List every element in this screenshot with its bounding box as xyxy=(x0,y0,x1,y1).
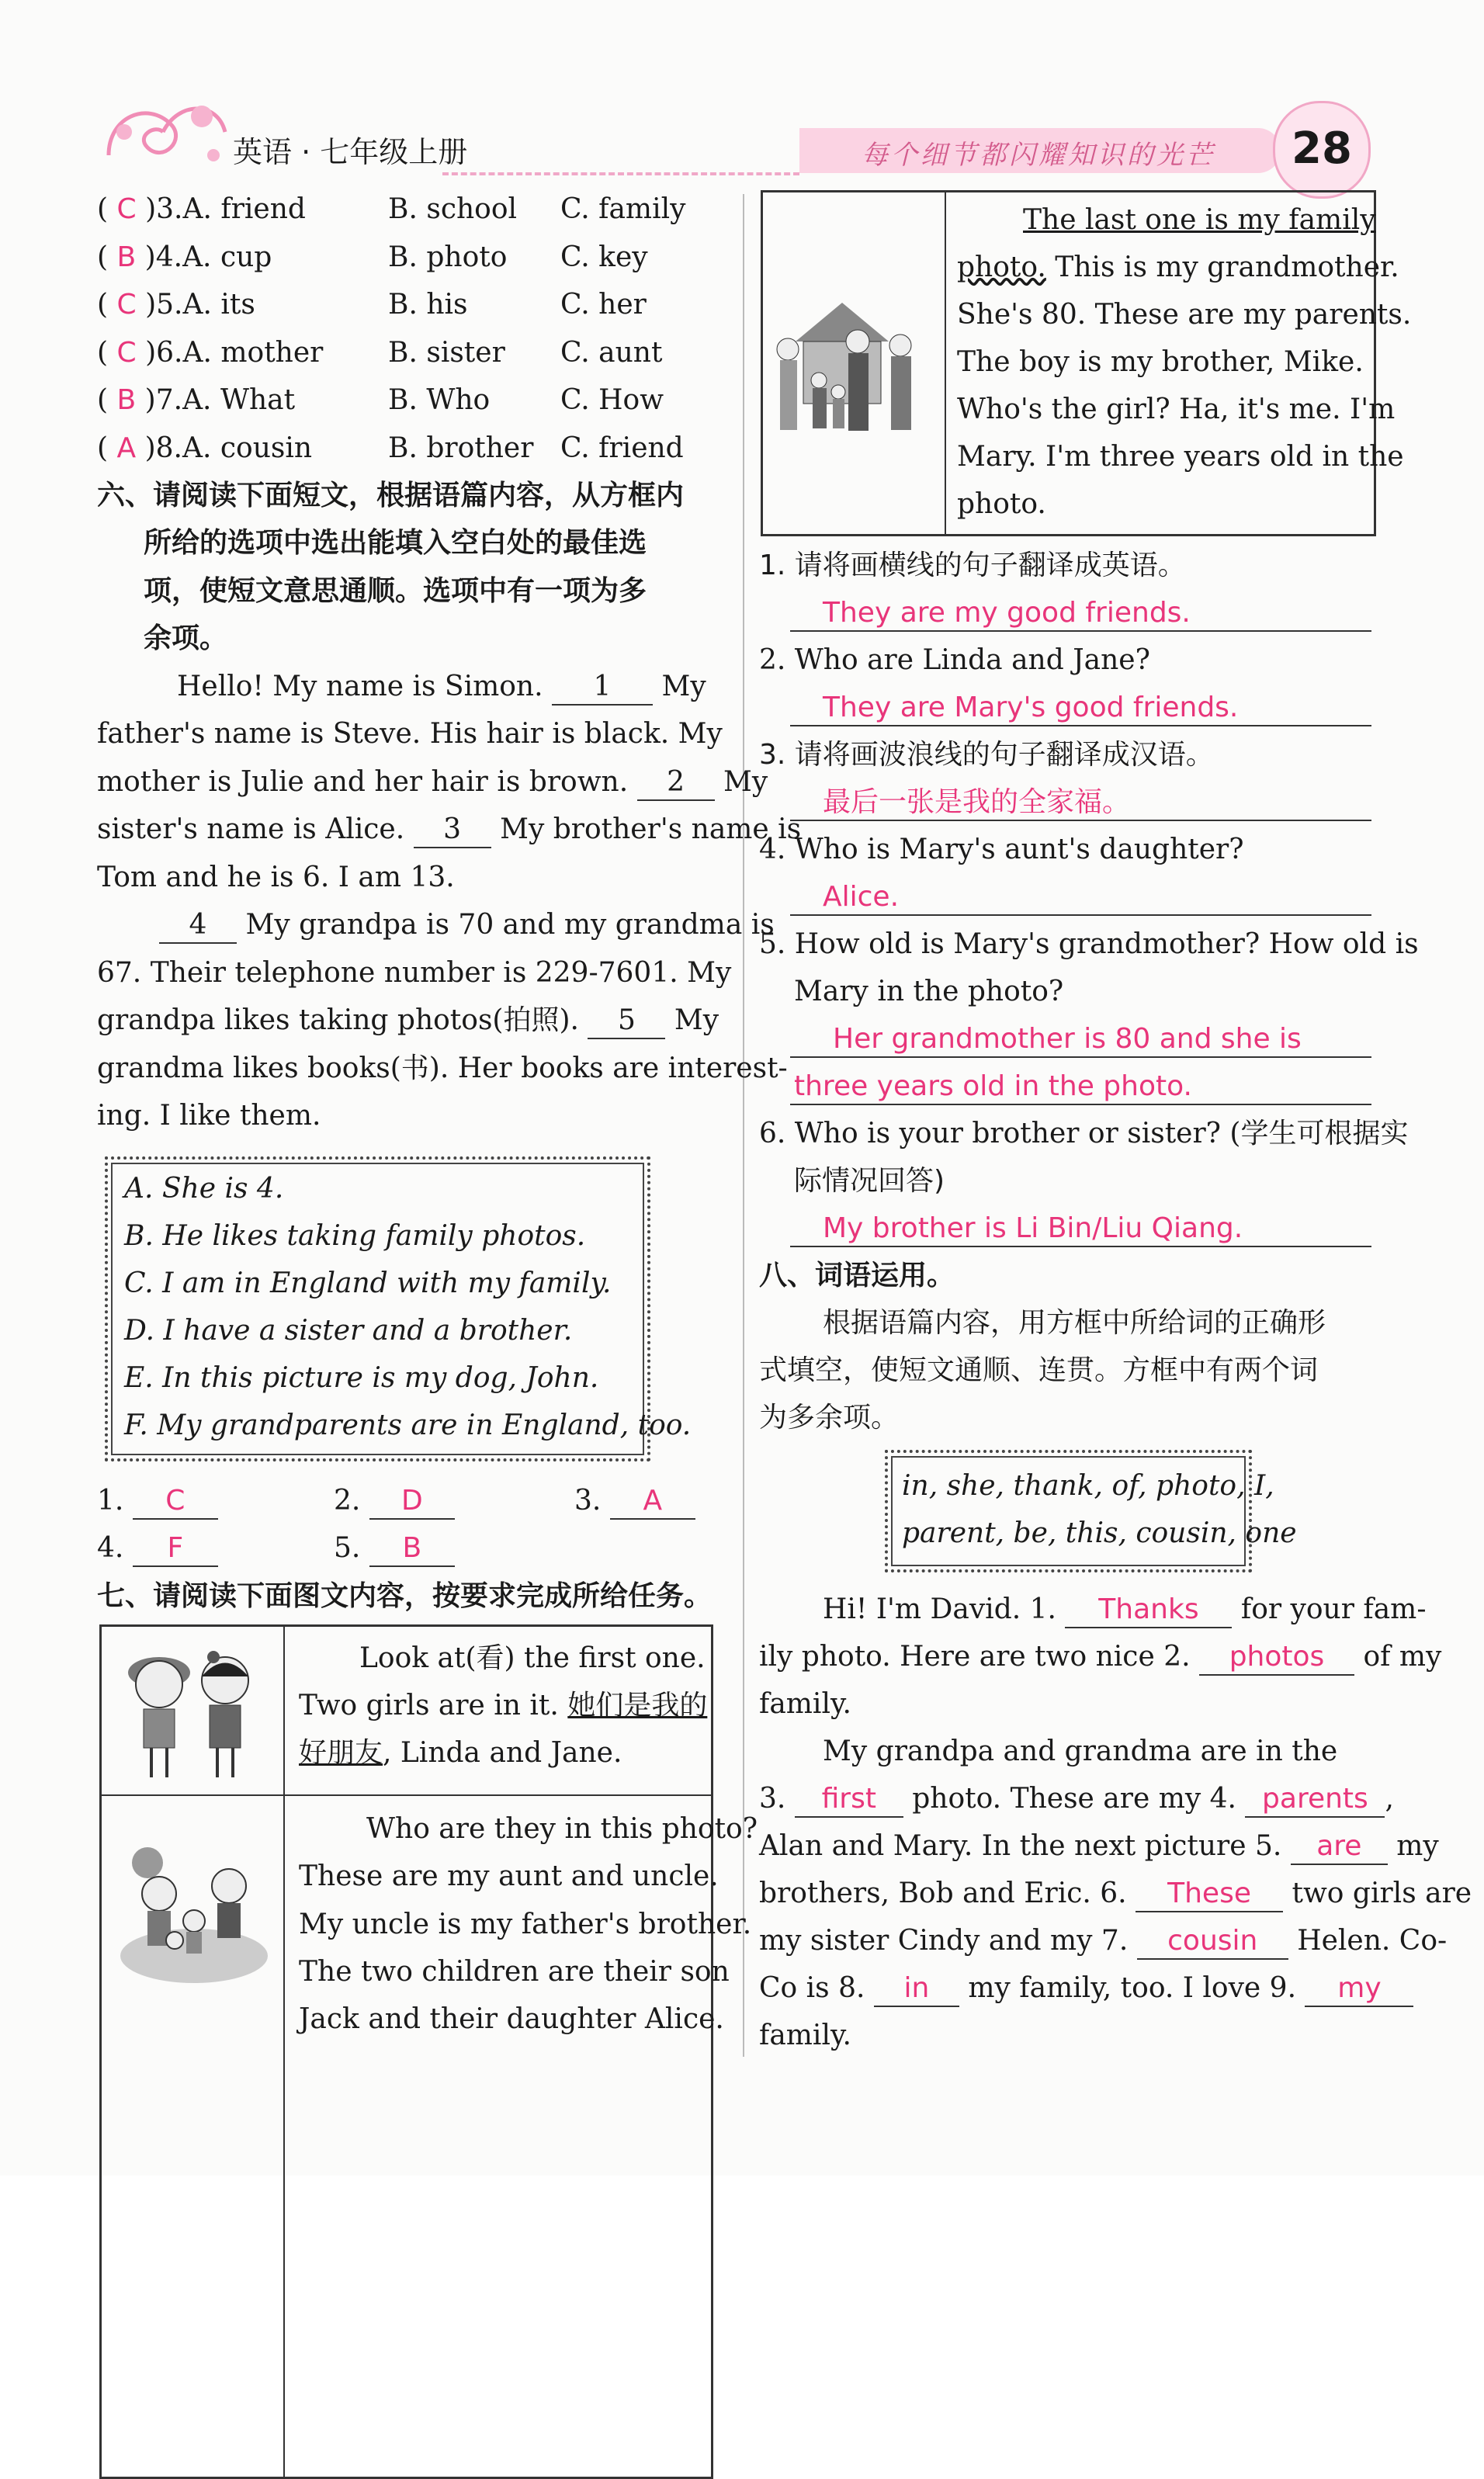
mc-answer: C xyxy=(116,337,137,369)
passage-line: Hello! My name is Simon. 1 My xyxy=(177,670,706,706)
passage-line: grandma likes books(书). Her books are interest- xyxy=(97,1052,788,1084)
question-5-cont: Mary in the photo? xyxy=(794,976,1064,1007)
cloze-blank: photos xyxy=(1199,1640,1354,1676)
mc-row: ( C )3.A. friend xyxy=(97,193,306,225)
question-6-cont: 际情况回答) xyxy=(794,1165,945,1197)
cloze-blank: my xyxy=(1305,1971,1413,2007)
blank-2: 2 xyxy=(637,765,715,801)
passage-line: mother is Julie and her hair is brown. 2 My xyxy=(97,765,768,801)
section-6-title-4: 余项。 xyxy=(144,622,228,654)
mc-answer: A xyxy=(116,432,137,464)
answer-q1: They are my good friends. xyxy=(823,597,1191,629)
mc-option: B. sister xyxy=(388,337,505,369)
blank-5: 5 xyxy=(588,1004,665,1039)
option-b: B. He likes taking family photos. xyxy=(124,1220,586,1252)
cloze-line: My grandpa and grandma are in the xyxy=(823,1735,1338,1767)
section-8-instructions-2: 式填空，使短文通顺、连贯。方框中有两个词 xyxy=(759,1354,1319,1386)
passage-line: grandpa likes taking photos(拍照). 5 My xyxy=(97,1004,719,1039)
section-8-instructions-3: 为多余项。 xyxy=(759,1402,900,1434)
box1-line: Two girls are in it. 她们是我的 xyxy=(299,1690,708,1721)
blank-4: 4 xyxy=(159,908,237,944)
box1-line: Look at(看) the first one. xyxy=(359,1642,706,1674)
column-divider xyxy=(743,194,744,2057)
mc-option: B. his xyxy=(388,289,468,321)
option-c: C. I am in England with my family. xyxy=(124,1267,612,1299)
word-bank-box xyxy=(885,1450,1252,1572)
answer-q6: My brother is Li Bin/Liu Qiang. xyxy=(823,1212,1243,1244)
cloze-line: brothers, Bob and Eric. 6. These two girls are xyxy=(759,1877,1472,1912)
box3-line: Mary. I'm three years old in the xyxy=(957,441,1404,473)
box2-line: The two children are their son xyxy=(299,1956,730,1988)
box3-line-wavy: The last one is my family xyxy=(1023,204,1376,236)
cloze-line: my sister Cindy and my 7. cousin Helen. Co- xyxy=(759,1924,1447,1960)
answer-3: 3. A xyxy=(574,1484,695,1520)
answer-line xyxy=(790,725,1371,726)
word-bank-line: in, she, thank, of, photo, I, xyxy=(902,1470,1274,1502)
mc-option: C. family xyxy=(560,193,686,225)
mc-option: B. photo xyxy=(388,241,508,273)
box3-line: photo. xyxy=(957,488,1046,520)
answer-4: 4. F xyxy=(97,1531,218,1567)
table-row-divider xyxy=(99,1794,711,1796)
cloze-blank: first xyxy=(795,1782,903,1818)
box1-line: 好朋友, Linda and Jane. xyxy=(299,1737,622,1769)
answer-1: 1. C xyxy=(97,1484,218,1520)
table-col-divider xyxy=(283,1624,285,2477)
header-divider xyxy=(442,172,799,175)
answer-q5: Her grandmother is 80 and she is xyxy=(833,1023,1302,1055)
answer-q3: 最后一张是我的全家福。 xyxy=(823,786,1131,818)
answer-q2: They are Mary's good friends. xyxy=(823,692,1239,723)
cloze-line: Co is 8. in my family, too. I love 9. my xyxy=(759,1971,1413,2007)
table-col-divider xyxy=(945,190,946,534)
mc-option: B. school xyxy=(388,193,518,225)
passage-line: 4 My grandpa is 70 and my grandma is xyxy=(159,908,775,944)
option-e: E. In this picture is my dog, John. xyxy=(124,1362,599,1394)
cloze-line: family. xyxy=(759,1688,851,1720)
cloze-line: family. xyxy=(759,2020,851,2051)
cloze-line: Alan and Mary. In the next picture 5. are my xyxy=(759,1829,1439,1865)
answer-line xyxy=(790,820,1371,821)
section-6-title-2: 所给的选项中选出能填入空白处的最佳选 xyxy=(144,527,647,559)
mc-row: ( B )7.A. What xyxy=(97,384,296,416)
mc-option: C. friend xyxy=(560,432,684,464)
answer-5: 5. B xyxy=(334,1531,455,1567)
cloze-blank: are xyxy=(1291,1829,1388,1865)
question-5: 5. How old is Mary's grandmother? How old is xyxy=(759,928,1419,960)
mc-option: C. key xyxy=(560,241,648,273)
section-7-title: 七、请阅读下面图文内容，按要求完成所给任务。 xyxy=(97,1580,713,1612)
mc-row: ( B )4.A. cup xyxy=(97,241,272,273)
mc-row: ( C )5.A. its xyxy=(97,289,255,321)
answer-line xyxy=(790,1246,1371,1247)
option-a: A. She is 4. xyxy=(124,1173,284,1205)
question-3: 3. 请将画波浪线的句子翻译成汉语。 xyxy=(759,739,1214,771)
two-girls-illustration-icon xyxy=(116,1638,272,1785)
mc-answer: B xyxy=(116,241,137,273)
box3-line: She's 80. These are my parents. xyxy=(957,299,1412,331)
page-number: 28 xyxy=(1273,101,1371,199)
cloze-blank: parents xyxy=(1245,1782,1385,1818)
floral-ornament-icon xyxy=(93,85,233,179)
question-1: 1. 请将画横线的句子翻译成英语。 xyxy=(759,550,1186,581)
answer-q5-cont: three years old in the photo. xyxy=(794,1070,1192,1102)
option-f: F. My grandparents are in England, too. xyxy=(124,1409,692,1441)
question-2: 2. Who are Linda and Jane? xyxy=(759,644,1150,676)
answer-line xyxy=(790,1104,1371,1105)
box3-line: photo. This is my grandmother. xyxy=(957,251,1399,283)
answer-line xyxy=(790,914,1371,916)
cloze-blank: in xyxy=(874,1971,959,2007)
answer-line xyxy=(790,630,1371,632)
box2-line: Who are they in this photo? xyxy=(366,1813,758,1845)
answer-2: 2. D xyxy=(334,1484,455,1520)
page-header xyxy=(0,0,1484,186)
cloze-line: Hi! I'm David. 1. Thanks for your fam- xyxy=(823,1593,1426,1628)
mc-row: ( A )8.A. cousin xyxy=(97,432,313,464)
mc-answer: C xyxy=(116,193,137,225)
option-d: D. I have a sister and a brother. xyxy=(124,1315,573,1347)
section-6-title-3: 项，使短文意思通顺。选项中有一项为多 xyxy=(144,575,647,607)
mc-row: ( C )6.A. mother xyxy=(97,337,324,369)
word-bank-line: parent, be, this, cousin, one xyxy=(902,1517,1297,1549)
mc-option: B. Who xyxy=(388,384,491,416)
box3-line: The boy is my brother, Mike. xyxy=(957,346,1364,378)
cloze-blank: These xyxy=(1136,1877,1283,1912)
question-4: 4. Who is Mary's aunt's daughter? xyxy=(759,834,1244,865)
mc-option: C. How xyxy=(560,384,664,416)
cloze-blank: Thanks xyxy=(1065,1593,1232,1628)
family-house-illustration-icon xyxy=(765,287,939,439)
section-8-instructions: 根据语篇内容，用方框中所给词的正确形 xyxy=(823,1307,1326,1339)
mc-option: B. brother xyxy=(388,432,534,464)
mc-answer: C xyxy=(116,289,137,321)
cloze-line: 3. first photo. These are my 4. parents , xyxy=(759,1782,1394,1818)
answer-q4: Alice. xyxy=(823,881,900,913)
box2-line: My uncle is my father's brother. xyxy=(299,1909,752,1940)
blank-1: 1 xyxy=(552,670,653,706)
section-8-title: 八、词语运用。 xyxy=(759,1260,955,1292)
book-title: 英语 · 七年级上册 xyxy=(233,135,468,169)
passage-line: Tom and he is 6. I am 13. xyxy=(97,862,455,893)
passage-line: sister's name is Alice. 3 My brother's name is xyxy=(97,813,801,848)
passage-line: father's name is Steve. His hair is black. My xyxy=(97,718,723,750)
mc-option: C. her xyxy=(560,289,647,321)
passage-line: 67. Their telephone number is 229-7601. My xyxy=(97,957,732,989)
box2-line: These are my aunt and uncle. xyxy=(299,1860,719,1892)
cloze-line: ily photo. Here are two nice 2. photos of my xyxy=(759,1640,1441,1676)
box3-line: Who's the girl? Ha, it's me. I'm xyxy=(957,394,1396,425)
mc-answer: B xyxy=(116,384,137,416)
question-6: 6. Who is your brother or sister? (学生可根据实 xyxy=(759,1118,1409,1149)
section-6-title: 六、请阅读下面短文，根据语篇内容，从方框内 xyxy=(97,480,685,511)
box2-line: Jack and their daughter Alice. xyxy=(299,2003,724,2035)
mc-option: C. aunt xyxy=(560,337,663,369)
cloze-blank: cousin xyxy=(1137,1924,1288,1960)
answer-line xyxy=(790,1056,1371,1058)
blank-3: 3 xyxy=(414,813,491,848)
header-slogan: 每个细节都闪耀知识的光芒 xyxy=(862,140,1215,171)
family-outdoor-illustration-icon xyxy=(116,1832,272,1987)
passage-line: ing. I like them. xyxy=(97,1100,321,1132)
